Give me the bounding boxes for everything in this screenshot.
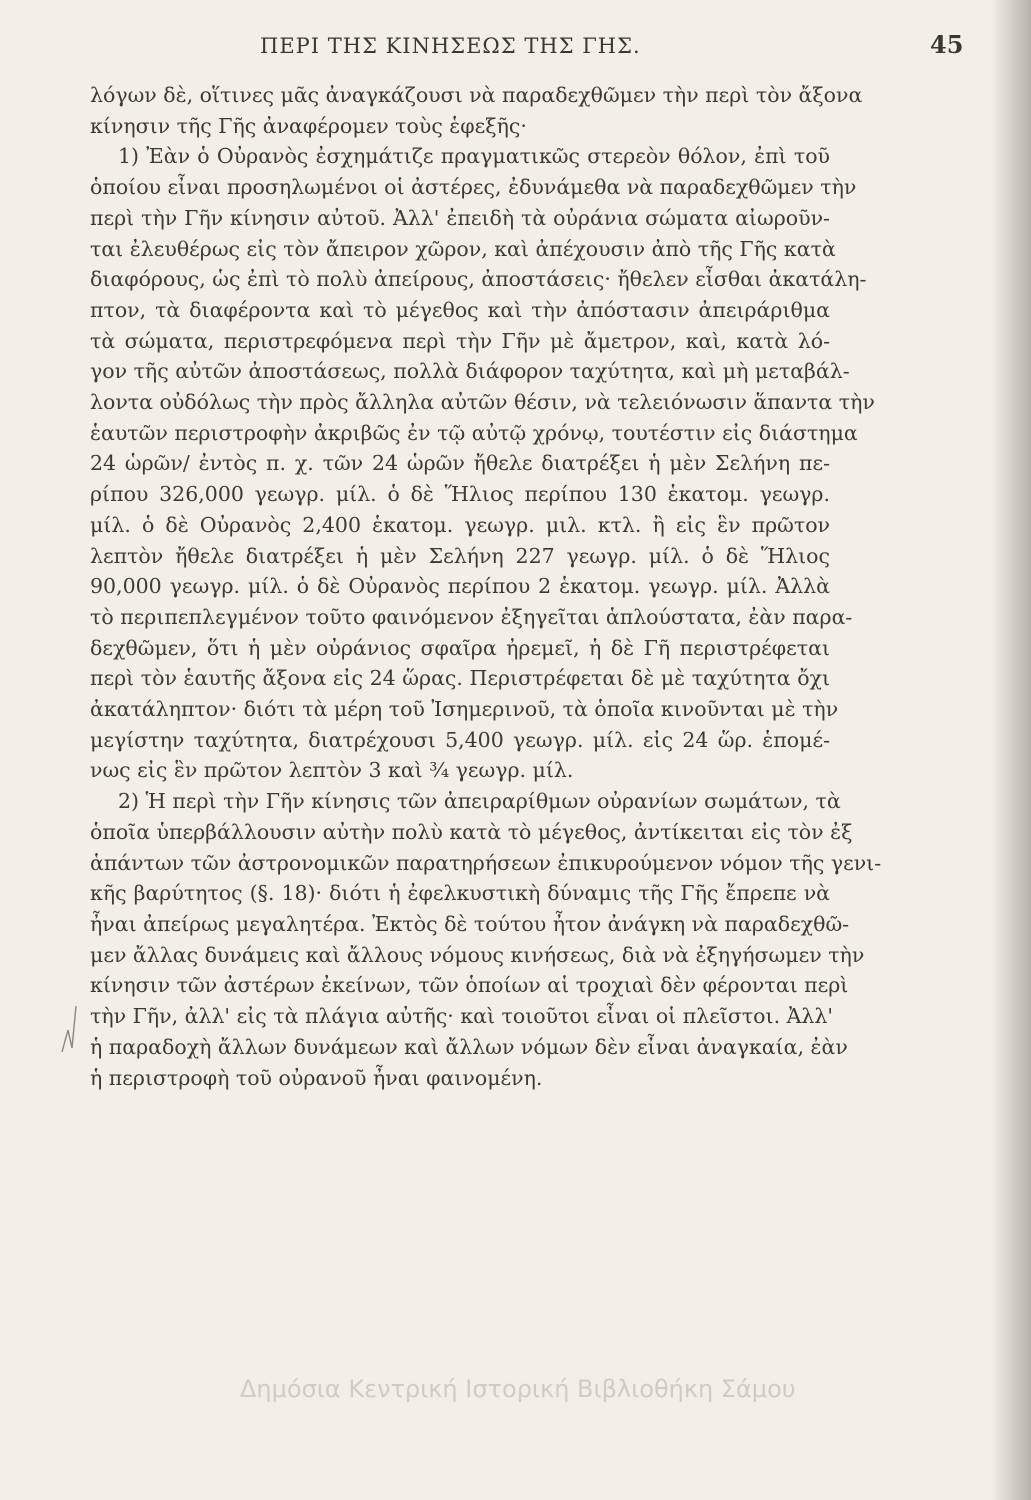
text-line: διαφόρους, ὡς ἐπὶ τὸ πολὺ ἀπείρους, ἀποστάσεις· ἤθελεν εἶσθαι ἀκατάλη- (90, 267, 867, 292)
text-line: ἁπάντων τῶν ἀστρονομικῶν παρατηρήσεων ἐπικυρούμενον νόμον τῆς γενι- (90, 850, 882, 875)
text-line: ἑαυτῶν περιστροφὴν ἀκριβῶς ἐν τῷ αὐτῷ χρόνῳ, τουτέστιν εἰς διάστημα (90, 420, 858, 445)
text-line: λόγων δὲ, οἵτινες μᾶς ἀναγκάζουσι νὰ παραδεχθῶμεν τὴν περὶ τὸν ἄξονα (90, 83, 863, 107)
running-header: ΠΕΡΙ ΤΗΣ ΚΙΝΗΣΕΩΣ ΤΗΣ ΓΗΣ. (260, 34, 641, 58)
text-line: περὶ τὸν ἑαυτῆς ἄξονα εἰς 24 ὥρας. Περιστρέφεται δὲ μὲ ταχύτητα ὄχι (90, 666, 830, 691)
text-line: τὰ σώματα, περιστρεφόμενα περὶ τὴν Γῆν μὲ ἄμετρον, καὶ, κατὰ λό- (90, 328, 830, 353)
text-line: μεγίστην ταχύτητα, διατρέχουσι 5,400 γεωγρ. μίλ. εἰς 24 ὥρ. ἑπομέ- (90, 727, 830, 752)
text-line: ρίπου 326,000 γεωγρ. μίλ. ὁ δὲ Ἥλιος περίπου 130 ἑκατομ. γεωγρ. (90, 482, 830, 507)
text-line: ται ἐλευθέρως εἰς τὸν ἄπειρον χῶρον, καὶ ἀπέχουσιν ἀπὸ τῆς Γῆς κατὰ (90, 236, 836, 261)
text-line: μίλ. ὁ δὲ Οὐρανὸς 2,400 ἑκατομ. γεωγρ. μιλ. κτλ. ἢ εἰς ἓν πρῶτον (90, 512, 830, 537)
text-line: κῆς βαρύτητος (§. 18)· διότι ἡ ἐφελκυστικὴ δύναμις τῆς Γῆς ἔπρεπε νὰ (90, 881, 830, 906)
text-line: νως εἰς ἓν πρῶτον λεπτὸν 3 καὶ ¾ γεωγρ. μίλ. (90, 758, 574, 783)
body-text (90, 80, 882, 1093)
text-line: 2) Ἡ περὶ τὴν Γῆν κίνησις τῶν ἀπειραρίθμων οὐρανίων σωμάτων, τὰ (118, 789, 841, 814)
pencil-margin-mark-icon (58, 1000, 88, 1060)
text-line: 1) Ἐὰν ὁ Οὐρανὸς ἐσχημάτιζε πραγματικῶς στερεὸν θόλον, ἐπὶ τοῦ (118, 144, 830, 169)
text-line: κίνησιν τῆς Γῆς ἀναφέρομεν τοὺς ἑφεξῆς· (90, 113, 527, 138)
text-line: περὶ τὴν Γῆν κίνησιν αὐτοῦ. Ἀλλ' ἐπειδὴ τὰ οὐράνια σώματα αἰωροῦν- (90, 205, 830, 230)
text-line: τὴν Γῆν, ἀλλ' εἰς τὰ πλάγια αὐτῆς· καὶ τοιοῦτοι εἶναι οἱ πλεῖστοι. Ἀλλ' (90, 1004, 834, 1029)
text-line: 90,000 γεωγρ. μίλ. ὁ δὲ Οὐρανὸς περίπου 2 ἑκατομ. γεωγρ. μίλ. Ἀλλὰ (90, 574, 830, 599)
text-line: δεχθῶμεν, ὅτι ἡ μὲν οὐράνιος σφαῖρα ἠρεμεῖ, ἡ δὲ Γῆ περιστρέφεται (90, 635, 830, 660)
text-line: λοντα οὐδόλως τὴν πρὸς ἄλληλα αὐτῶν θέσιν, νὰ τελειόνωσιν ἅπαντα τὴν (90, 390, 875, 415)
text-line: λεπτὸν ἤθελε διατρέξει ἡ μὲν Σελήνη 227 γεωγρ. μίλ. ὁ δὲ Ἥλιος (90, 543, 830, 568)
text-line: ὁποίου εἶναι προσηλωμένοι οἱ ἀστέρες, ἐδυνάμεθα νὰ παραδεχθῶμεν τὴν (90, 175, 857, 200)
text-line: ἦναι ἀπείρως μεγαλητέρα. Ἐκτὸς δὲ τούτου ἦτον ἀνάγκη νὰ παραδεχθῶ- (90, 911, 850, 936)
text-line: ὁποῖα ὑπερβάλλουσιν αὐτὴν πολὺ κατὰ τὸ μέγεθος, ἀντίκειται εἰς τὸν ἐξ (90, 819, 853, 844)
text-line: γον τῆς αὐτῶν ἀποστάσεως, πολλὰ διάφορον ταχύτητα, καὶ μὴ μεταβάλ- (90, 359, 850, 384)
library-watermark: Δημόσια Κεντρική Ιστορική Βιβλιοθήκη Σάμου (240, 1375, 796, 1403)
text-line: πτον, τὰ διαφέροντα καὶ τὸ μέγεθος καὶ τὴν ἀπόστασιν ἀπειράριθμα (90, 297, 830, 322)
text-line: ἀκατάληπτον· διότι τὰ μέρη τοῦ Ἰσημερινοῦ, τὰ ὁποῖα κινοῦνται μὲ τὴν (90, 697, 839, 722)
text-line: τὸ περιπεπλεγμένον τοῦτο φαινόμενον ἐξηγεῖται ἁπλούστατα, ἐὰν παρα- (90, 604, 853, 629)
text-line: 24 ὡρῶν/ ἐντὸς π. χ. τῶν 24 ὡρῶν ἤθελε διατρέξει ἡ μὲν Σελήνη πε- (90, 451, 830, 476)
text-line: κίνησιν τῶν ἀστέρων ἐκείνων, τῶν ὁποίων αἱ τροχιαὶ δὲν φέρονται περὶ (90, 973, 849, 998)
binding-shadow (991, 0, 1031, 1500)
text-line: μεν ἄλλας δυνάμεις καὶ ἄλλους νόμους κινήσεως, διὰ νὰ ἐξηγήσωμεν τὴν (90, 942, 865, 967)
text-line: ἡ περιστροφὴ τοῦ οὐρανοῦ ἦναι φαινομένη. (90, 1065, 543, 1090)
page-number: 45 (930, 30, 964, 59)
text-line: ἡ παραδοχὴ ἄλλων δυνάμεων καὶ ἄλλων νόμων δὲν εἶναι ἀναγκαία, ἐὰν (90, 1034, 848, 1059)
